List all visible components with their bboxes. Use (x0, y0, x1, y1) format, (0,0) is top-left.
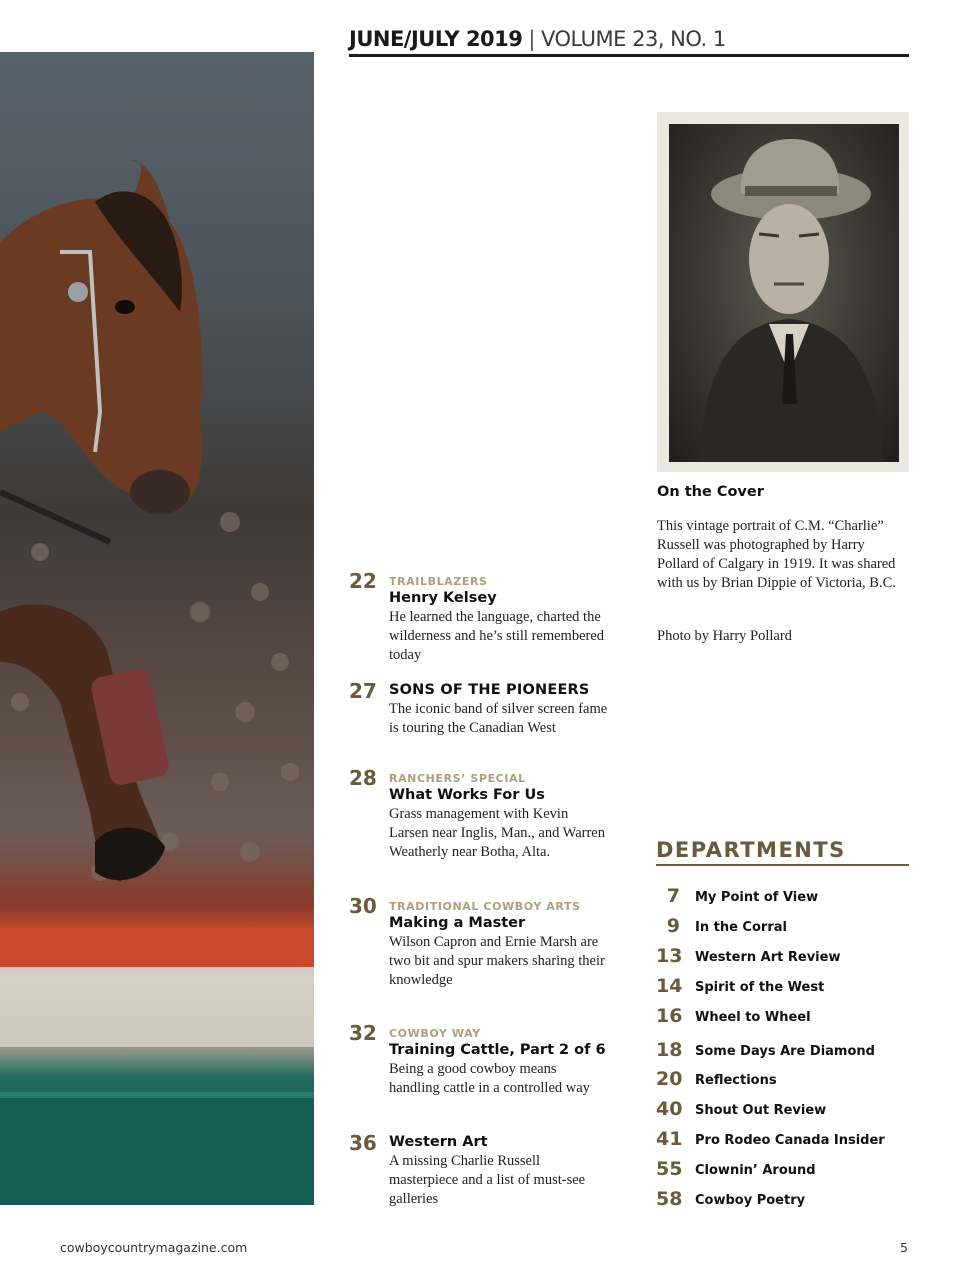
department-item[interactable] (656, 886, 909, 910)
feature-kicker: COWBOY WAY (389, 1027, 481, 1040)
department-page-number: 13 (656, 945, 683, 967)
footer-website[interactable]: cowboycountrymagazine.com (60, 1240, 248, 1255)
cover-photo-credit: Photo by Harry Pollard (657, 628, 792, 644)
header-separator: | (528, 27, 535, 51)
feature-page-number: 27 (349, 679, 377, 703)
feature-kicker: TRADITIONAL COWBOY ARTS (389, 900, 581, 913)
feature-description: The iconic band of silver screen fame is touring the Canadian West (389, 701, 608, 736)
feature-description: Being a good cowboy means handling cattle in a controlled way (389, 1061, 590, 1096)
cover-description: This vintage portrait of C.M. “Charlie” Russell was photographed by Harry Pollard of Calgary in 1919. It was shared with us by Brian Dippie of Victoria, B.C. (657, 518, 896, 591)
department-label[interactable]: Spirit of the West (695, 980, 825, 995)
department-label[interactable]: Clownin’ Around (695, 1163, 816, 1178)
feature-headline[interactable]: Western Art (389, 1134, 488, 1150)
department-label[interactable]: Western Art Review (695, 950, 841, 965)
department-label[interactable]: Wheel to Wheel (695, 1010, 811, 1025)
issue-volume: VOLUME 23, NO. 1 (540, 27, 726, 51)
department-page-number: 16 (656, 1005, 683, 1027)
feature-headline[interactable]: Making a Master (389, 915, 526, 931)
department-item[interactable] (656, 1099, 909, 1123)
department-page-number: 7 (666, 885, 680, 907)
department-page-number: 20 (656, 1068, 683, 1090)
department-label[interactable]: Shout Out Review (695, 1103, 827, 1118)
feature-description: Grass management with Kevin Larsen near Inglis, Man., and Warren Weatherly near Botha, Alta. (389, 806, 605, 860)
department-page-number: 14 (656, 975, 683, 997)
department-page-number: 58 (656, 1188, 683, 1210)
department-item[interactable] (656, 1006, 909, 1030)
department-label[interactable]: My Point of View (695, 890, 819, 905)
feature-page-number: 32 (349, 1021, 377, 1045)
issue-header (349, 28, 909, 57)
department-page-number: 9 (666, 915, 680, 937)
horse-photo (0, 52, 314, 1205)
feature-headline[interactable]: Training Cattle, Part 2 of 6 (389, 1042, 606, 1058)
department-item[interactable] (656, 1189, 909, 1213)
department-page-number: 40 (656, 1098, 683, 1120)
department-page-number: 41 (656, 1128, 683, 1150)
department-item[interactable] (656, 916, 909, 940)
department-item[interactable] (656, 946, 909, 970)
department-label[interactable]: In the Corral (695, 920, 787, 935)
cover-title: On the Cover (657, 484, 764, 500)
feature-description: He learned the language, charted the wilderness and he’s still remembered today (389, 609, 605, 663)
department-label[interactable]: Pro Rodeo Canada Insider (695, 1133, 885, 1148)
feature-description: Wilson Capron and Ernie Marsh are two bit and spur makers sharing their knowledge (389, 934, 605, 988)
department-item[interactable] (656, 1159, 909, 1183)
footer-page-number: 5 (900, 1240, 908, 1255)
cover-photo (657, 112, 909, 472)
departments-title: DEPARTMENTS (656, 838, 909, 866)
department-page-number: 55 (656, 1158, 683, 1180)
feature-kicker: TRAILBLAZERS (389, 575, 488, 588)
feature-page-number: 36 (349, 1131, 377, 1155)
feature-kicker: RANCHERS’ SPECIAL (389, 772, 526, 785)
department-label[interactable]: Reflections (695, 1073, 777, 1088)
issue-date: JUNE/JULY 2019 (349, 27, 523, 51)
feature-description: A missing Charlie Russell masterpiece and a list of must-see galleries (389, 1153, 586, 1207)
feature-page-number: 30 (349, 894, 377, 918)
feature-page-number: 28 (349, 766, 377, 790)
department-page-number: 18 (656, 1039, 683, 1061)
department-label[interactable]: Cowboy Poetry (695, 1193, 806, 1208)
department-label[interactable]: Some Days Are Diamond (695, 1044, 875, 1059)
department-item[interactable] (656, 1069, 909, 1093)
feature-headline[interactable]: What Works For Us (389, 787, 545, 803)
feature-page-number: 22 (349, 569, 377, 593)
feature-headline[interactable]: SONS OF THE PIONEERS (389, 682, 590, 698)
department-item[interactable] (656, 976, 909, 1000)
department-item[interactable] (656, 1040, 909, 1064)
feature-headline[interactable]: Henry Kelsey (389, 590, 497, 606)
department-item[interactable] (656, 1129, 909, 1153)
cover-portrait (669, 124, 899, 462)
